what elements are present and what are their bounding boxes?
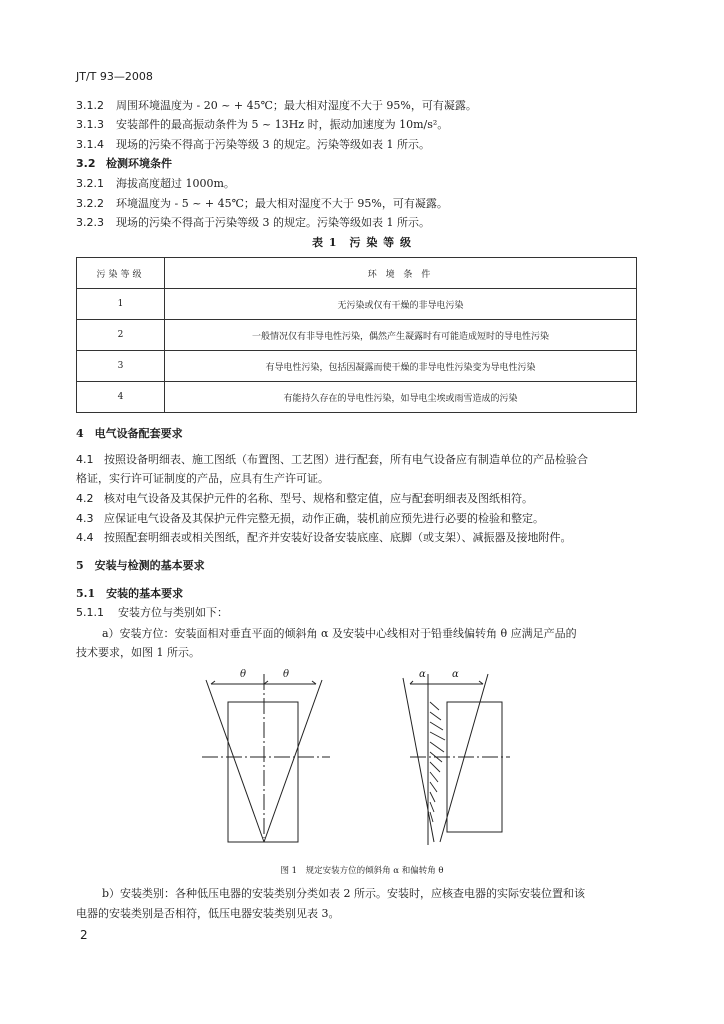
page-number: 2 (80, 928, 88, 942)
table-row (77, 351, 637, 382)
cell-grade: 4 (77, 382, 165, 413)
clause-number: 3.1.4 (76, 138, 104, 151)
clause-3-2-3 (76, 214, 430, 231)
clause-number: 4.2 (76, 492, 94, 505)
clause-number: 3.2.1 (76, 177, 104, 190)
clause-text: 按照配套明细表或相关图纸，配齐并安装好设备安装底座、底脚（或支架）、减振器及接地附件。 (104, 531, 572, 544)
clause-5-1-1 (76, 603, 228, 622)
clause-number: 3.1.2 (76, 99, 104, 112)
theta-label-right: θ (283, 669, 290, 680)
cell-grade: 3 (77, 351, 165, 382)
clause-text: 应保证电气设备及其保护元件完整无损，动作正确，装机前应预先进行必要的检验和整定。 (104, 512, 544, 525)
figure-1-caption: 图 1 规定安装方位的倾斜角 α 和偏转角 θ (280, 866, 444, 876)
deflection-line-right (264, 680, 322, 842)
clause-number: 5.1.1 (76, 606, 104, 619)
cell-condition: 无污染或仅有干燥的非导电污染 (165, 289, 637, 320)
clause-text: 安装方位与类别如下： (118, 606, 228, 619)
item-b-line1: b）安装类别：各种低压电器的安装类别分类如表 2 所示。安装时，应核查电器的实际安装位置和该 (102, 887, 586, 900)
pollution-grade-table (76, 257, 637, 413)
clause-text: 核对电气设备及其保护元件的名称、型号、规格和整定值，应与配套明细表及图纸相符。 (104, 492, 533, 505)
clause-number: 3.2.2 (76, 197, 104, 210)
standard-code: JT/T 93—2008 (76, 70, 153, 83)
clause-number: 3.2.3 (76, 216, 104, 229)
clause-number: 4.1 (76, 453, 94, 466)
clause-3-2-heading (76, 155, 172, 172)
table-caption: 表 1 污 染 等 级 (312, 236, 412, 249)
clause-4-4 (76, 528, 572, 547)
clause-number: 3.1.3 (76, 118, 104, 131)
table-row (77, 382, 637, 413)
cell-condition: 一般情况仅有非导电性污染，偶然产生凝露时有可能造成短时的导电性污染 (165, 320, 637, 351)
section-5-1-title: 5.1 安装的基本要求 (76, 587, 184, 600)
header-condition: 环 境 条 件 (165, 258, 637, 289)
cell-condition: 有能持久存在的导电性污染，如导电尘埃或雨雪造成的污染 (165, 382, 637, 413)
clause-text: 现场的污染不得高于污染等级 3 的规定。污染等级如表 1 所示。 (116, 216, 430, 229)
cell-grade: 2 (77, 320, 165, 351)
mounting-surface-hatching (430, 702, 445, 822)
clause-text: 安装部件的最高振动条件为 5 ~ 13Hz 时，振动加速度为 10m/s²。 (116, 118, 449, 131)
clause-3-2-1 (76, 175, 235, 192)
clause-4-2 (76, 489, 533, 508)
clause-3-1-3 (76, 116, 448, 133)
alpha-label-right: α (452, 669, 459, 680)
section-5-title: 5 安装与检测的基本要求 (76, 559, 205, 572)
deflection-line-left (206, 680, 264, 842)
clause-text: 海拔高度超过 1000m。 (116, 177, 235, 190)
clause-4-1-line1 (76, 450, 588, 469)
clause-text: 周围环境温度为 - 20 ~ + 45℃；最大相对湿度不大于 95%，可有凝露。 (116, 99, 477, 112)
cell-condition: 有导电性污染，包括因凝露而使干燥的非导电性污染变为导电性污染 (165, 351, 637, 382)
figure-1-diagram (190, 660, 530, 850)
clause-number: 4.3 (76, 512, 94, 525)
clause-3-1-4 (76, 136, 430, 153)
section-4-title: 4 电气设备配套要求 (76, 427, 183, 440)
item-a-line1: a）安装方位：安装面相对垂直平面的倾斜角 α 及安装中心线相对于铅垂线偏转角 θ 应满足产品的 (102, 627, 577, 640)
item-b-line2: 电器的安装类别是否相符，低压电器安装类别见表 3。 (76, 907, 340, 920)
clause-number: 4.4 (76, 531, 94, 544)
header-grade: 污染等级 (77, 258, 165, 289)
clause-3-2-2 (76, 195, 448, 212)
alpha-label-left: α (419, 669, 426, 680)
clause-4-1-line2: 格证，实行许可证制度的产品，应具有生产许可证。 (76, 472, 329, 485)
clause-text: 环境温度为 - 5 ~ + 45℃；最大相对湿度不大于 95%，可有凝露。 (116, 197, 448, 210)
clause-number: 3.2 (76, 157, 96, 170)
clause-3-1-2 (76, 97, 477, 114)
item-a-line2: 技术要求，如图 1 所示。 (76, 646, 200, 659)
theta-label-left: θ (240, 669, 247, 680)
clause-4-3 (76, 509, 544, 528)
clause-text: 按照设备明细表、施工图纸（布置图、工艺图）进行配套，所有电气设备应有制造单位的产品检验合 (104, 453, 588, 466)
clause-text: 现场的污染不得高于污染等级 3 的规定。污染等级如表 1 所示。 (116, 138, 430, 151)
table-row (77, 320, 637, 351)
tilt-line-left (403, 678, 434, 842)
clause-text: 检测环境条件 (106, 157, 172, 170)
cell-grade: 1 (77, 289, 165, 320)
table-row (77, 289, 637, 320)
table-header-row (77, 258, 637, 289)
